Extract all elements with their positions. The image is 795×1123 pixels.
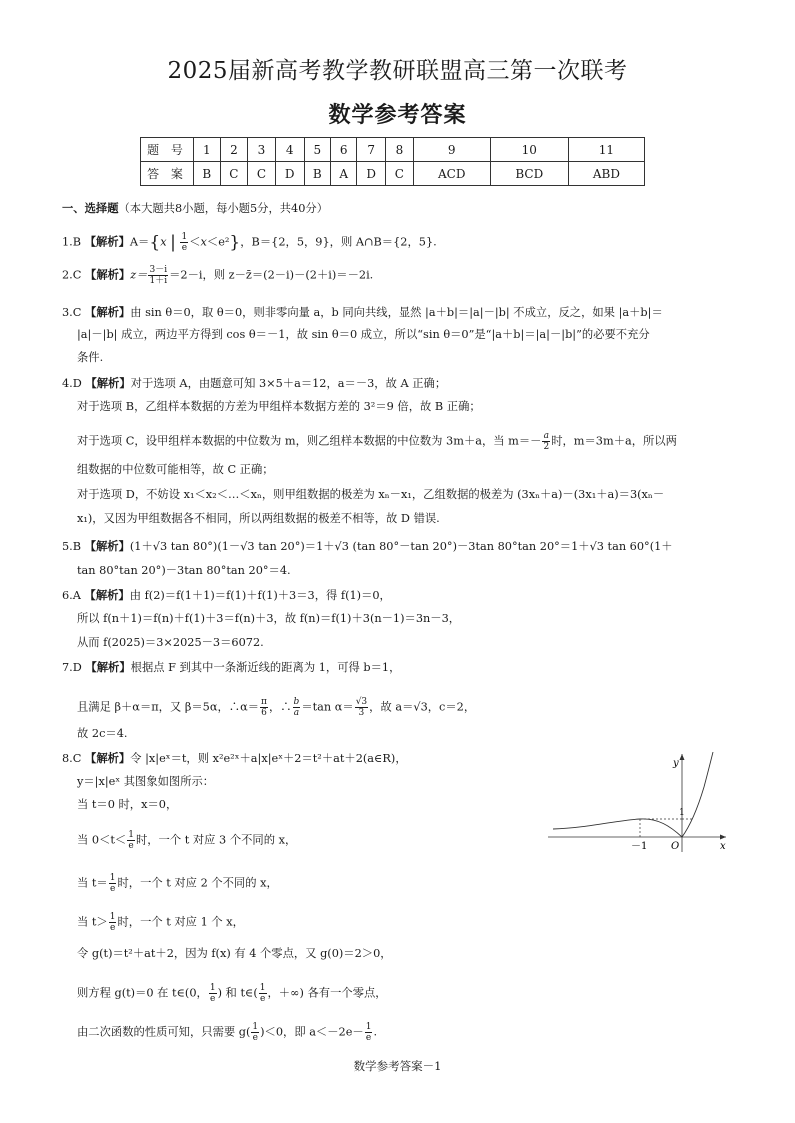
y-label: y <box>673 758 679 769</box>
table-cell: C <box>386 162 414 186</box>
q-number: 2.C <box>62 268 82 282</box>
q1-line: 1.B 【解析】A＝{x | $\frac{1}{e}$ ＜x＜e²}，B＝{2，5，9}，则 A∩B＝{2，5}. <box>62 232 437 253</box>
q8-line-4: 当 0＜t＜ $\frac{1}{e}$ 时，一个 t 对应 3 个不同的 x， <box>77 830 297 851</box>
q-number: 1.B <box>62 235 82 249</box>
q8-text: 令 |x|eˣ＝t，则 x²e²ˣ＋a|x|eˣ＋2＝t²＋at＋2(a∈R)， <box>130 752 407 765</box>
table-cell: 3 <box>248 138 276 162</box>
q8-text: ，＋∞) 各有一个零点， <box>267 986 387 1000</box>
answer-table <box>140 137 645 186</box>
table-cell: D <box>275 162 304 186</box>
q6-line <box>62 588 391 603</box>
table-cell: B <box>304 162 331 186</box>
q7-text: 故 2c＝4. <box>77 727 128 740</box>
q7-line-2: 且满足 β＋α＝π，又 β＝5α，∴α＝ $\frac{\pi}{6}$ ，∴ $\frac{b}{a}$ ＝tan α＝ $\frac{√3}{3}$ ，故 a＝√3，c＝2， <box>77 697 476 718</box>
q8-line <box>62 751 407 766</box>
table-cell: C <box>220 162 248 186</box>
q1-text: ，B＝{2，5，9}，则 A∩B＝{2，5}. <box>240 235 437 249</box>
q8-text: 时，一个 t 对应 3 个不同的 x， <box>135 833 297 847</box>
q4-text: 时，m＝3m＋a，所以两 <box>551 434 677 448</box>
q2-text: z＝ <box>130 268 148 282</box>
q7-text: 根据点 F 到其中一条渐近线的距离为 1，可得 b＝1， <box>130 661 401 674</box>
answer-key-title: 数学参考答案 <box>328 102 467 128</box>
tick-label: －1 <box>631 841 648 852</box>
table-cell: ABD <box>568 162 644 186</box>
q8-line-6: 当 t＞ $\frac{1}{e}$ 时，一个 t 对应 1 个 x， <box>77 912 244 933</box>
table-cell: 1 <box>194 138 221 162</box>
table-cell: 2 <box>220 138 248 162</box>
q8-text: 由二次函数的性质可知，只需要 g( <box>77 1025 251 1039</box>
page-footer: 数学参考答案－1 <box>353 1059 442 1073</box>
q8-text: 当 0＜t＜ <box>77 833 127 847</box>
q8-text: 时，一个 t 对应 2 个不同的 x， <box>117 876 278 890</box>
function-graph <box>548 752 728 852</box>
table-cell: C <box>248 162 276 186</box>
q8-text: 令 g(t)＝t²＋at＋2，因为 f(x) 有 4 个零点，又 g(0)＝2＞0， <box>77 947 392 960</box>
q-tag: 【解析】 <box>85 660 131 674</box>
table-cell: ACD <box>413 162 490 186</box>
q-number: 6.A <box>62 589 81 602</box>
table-cell: 10 <box>490 138 568 162</box>
q4-text: x₁)，又因为甲组数据各不相同，所以两组数据的极差不相等，故 D 错误. <box>77 512 440 525</box>
q1-var: x <box>160 235 167 249</box>
q4-text: 组数据的中位数可能相等，故 C 正确； <box>77 463 274 476</box>
q-number: 7.D <box>62 661 82 674</box>
table-header: 答 案 <box>141 162 194 186</box>
y-axis-arrow-icon <box>680 754 685 760</box>
q-tag: 【解析】 <box>85 267 131 282</box>
q-tag: 【解析】 <box>85 751 131 765</box>
x-label: x <box>720 841 726 852</box>
q8-text: ) 和 t∈( <box>217 986 258 1000</box>
q7-text: ＝tan α＝ <box>301 700 354 714</box>
table-cell: 8 <box>386 138 414 162</box>
q7-text: 且满足 β＋α＝π，又 β＝5α，∴α＝ <box>77 700 260 714</box>
q7-line <box>62 660 400 675</box>
q8-text: 当 t＞ <box>77 915 108 929</box>
table-header: 题 号 <box>141 138 194 162</box>
curve-right <box>682 752 713 837</box>
q-tag: 【解析】 <box>84 588 130 602</box>
section-heading <box>62 201 328 216</box>
table-cell: 6 <box>331 138 357 162</box>
q8-text: 则方程 g(t)＝0 在 t∈(0， <box>77 986 208 1000</box>
q8-line-8: 则方程 g(t)＝0 在 t∈(0， $\frac{1}{e}$ ) 和 t∈( $\frac{1}{e}$ ，＋∞) 各有一个零点， <box>77 983 387 1004</box>
q-tag: 【解析】 <box>84 234 130 249</box>
q6-text: 所以 f(n＋1)＝f(n)＋f(1)＋3＝f(n)＋3，故 f(n)＝f(1)＋3(n－1)＝3n－3， <box>77 612 461 625</box>
q8-line-5: 当 t＝ $\frac{1}{e}$ 时，一个 t 对应 2 个不同的 x， <box>77 873 278 894</box>
section-title: 一、选择题 <box>62 201 119 215</box>
origin-label: O <box>671 841 680 852</box>
table-cell: A <box>331 162 357 186</box>
section-note: （本大题共8小题，每小题5分，共40分） <box>118 202 329 215</box>
q4-text: 对于选项 A，由题意可知 3×5＋a＝12，a＝－3，故 A 正确； <box>130 377 447 390</box>
tick-label: 1 <box>679 808 685 818</box>
q8-text: y＝|x|eˣ 其图象如图所示： <box>77 775 215 788</box>
q8-text: . <box>373 1025 378 1039</box>
x-axis-arrow-icon <box>720 835 726 840</box>
q1-text: A＝ <box>129 235 150 249</box>
answer-table-number-row <box>141 138 645 162</box>
q4-text: 对于选项 C，设甲组样本数据的中位数为 m，则乙组样本数据的中位数为 3m＋a，当 m＝－ <box>77 434 542 448</box>
exam-title: 2025届新高考教学教研联盟高三第一次联考 <box>167 58 628 84</box>
q-number: 4.D <box>62 377 82 390</box>
q-number: 5.B <box>62 540 82 553</box>
q-number: 8.C <box>62 752 82 765</box>
q-tag: 【解析】 <box>85 305 131 319</box>
q6-text: 从而 f(2025)＝3×2025－3＝6072. <box>77 636 264 649</box>
answer-table-answer-row <box>141 162 645 186</box>
table-cell: 7 <box>357 138 386 162</box>
q3-text: 条件. <box>77 351 104 364</box>
table-cell: 4 <box>275 138 304 162</box>
q4-line-c: 对于选项 C，设甲组样本数据的中位数为 m，则乙组样本数据的中位数为 3m＋a，当 m＝－ $\frac{a}{2}$ 时，m＝3m＋a，所以两 <box>77 431 677 452</box>
q-number: 3.C <box>62 306 82 319</box>
curve-left <box>553 819 682 837</box>
q-tag: 【解析】 <box>84 539 130 553</box>
q5-line <box>62 539 673 554</box>
table-cell: BCD <box>490 162 568 186</box>
q1-fraction: $\frac{1}{e}$ <box>181 232 188 253</box>
q2-fraction: $\frac{3-i}{1+i}$ <box>149 265 168 286</box>
q3-text: |a|－|b| 成立，两边平方得到 cos θ＝－1，故 sin θ＝0 成立，所以“sin θ＝0”是“|a＋b|＝|a|－|b|”的必要不充分 <box>77 328 650 341</box>
q8-text: 当 t＝ <box>77 876 108 890</box>
q-tag: 【解析】 <box>85 376 131 390</box>
table-cell: D <box>357 162 386 186</box>
table-cell: 5 <box>304 138 331 162</box>
q2-text: ＝2－i，则 z－z̄＝(2－i)－(2＋i)＝－2i. <box>169 268 374 282</box>
q5-text: tan 80°tan 20°)－3tan 80°tan 20°＝4. <box>77 564 291 577</box>
q5-text: (1＋√3 tan 80°)(1－√3 tan 20°)＝1＋√3 (tan 80°－tan 20°)－3tan 80°tan 20°＝1＋√3 tan 60°(1＋ <box>129 540 673 553</box>
q7-text: ，∴ <box>268 700 292 714</box>
q8-text: 当 t＝0 时，x＝0， <box>77 798 178 811</box>
q6-text: 由 f(2)＝f(1＋1)＝f(1)＋f(1)＋3＝3，得 f(1)＝0， <box>129 589 391 602</box>
table-cell: B <box>194 162 221 186</box>
q4-text: 对于选项 D，不妨设 x₁＜x₂＜…＜xₙ，则甲组数据的极差为 xₙ－x₁，乙组数据的极差为 (3xₙ＋a)－(3x₁＋a)＝3(xₙ－ <box>77 488 665 501</box>
q8-text: )＜0，即 a＜－2e－ <box>260 1025 364 1039</box>
q7-text: ，故 a＝√3，c＝2， <box>369 700 476 714</box>
q8-line-9: 由二次函数的性质可知，只需要 g( $\frac{1}{e}$ )＜0，即 a＜－2e－ $\frac{1}{e}$ . <box>77 1022 378 1043</box>
table-cell: 9 <box>413 138 490 162</box>
q4-line <box>62 376 446 391</box>
q2-line <box>62 265 373 286</box>
q8-text: 时，一个 t 对应 1 个 x， <box>117 915 244 929</box>
q4-text: 对于选项 B，乙组样本数据的方差为甲组样本数据方差的 3²＝9 倍，故 B 正确； <box>77 400 481 413</box>
q3-line <box>62 305 663 320</box>
q3-text: 由 sin θ＝0，取 θ＝0，则非零向量 a，b 同向共线，显然 |a＋b|＝|a|－|b| 不成立，反之，如果 |a＋b|＝ <box>130 306 663 319</box>
table-cell: 11 <box>568 138 644 162</box>
